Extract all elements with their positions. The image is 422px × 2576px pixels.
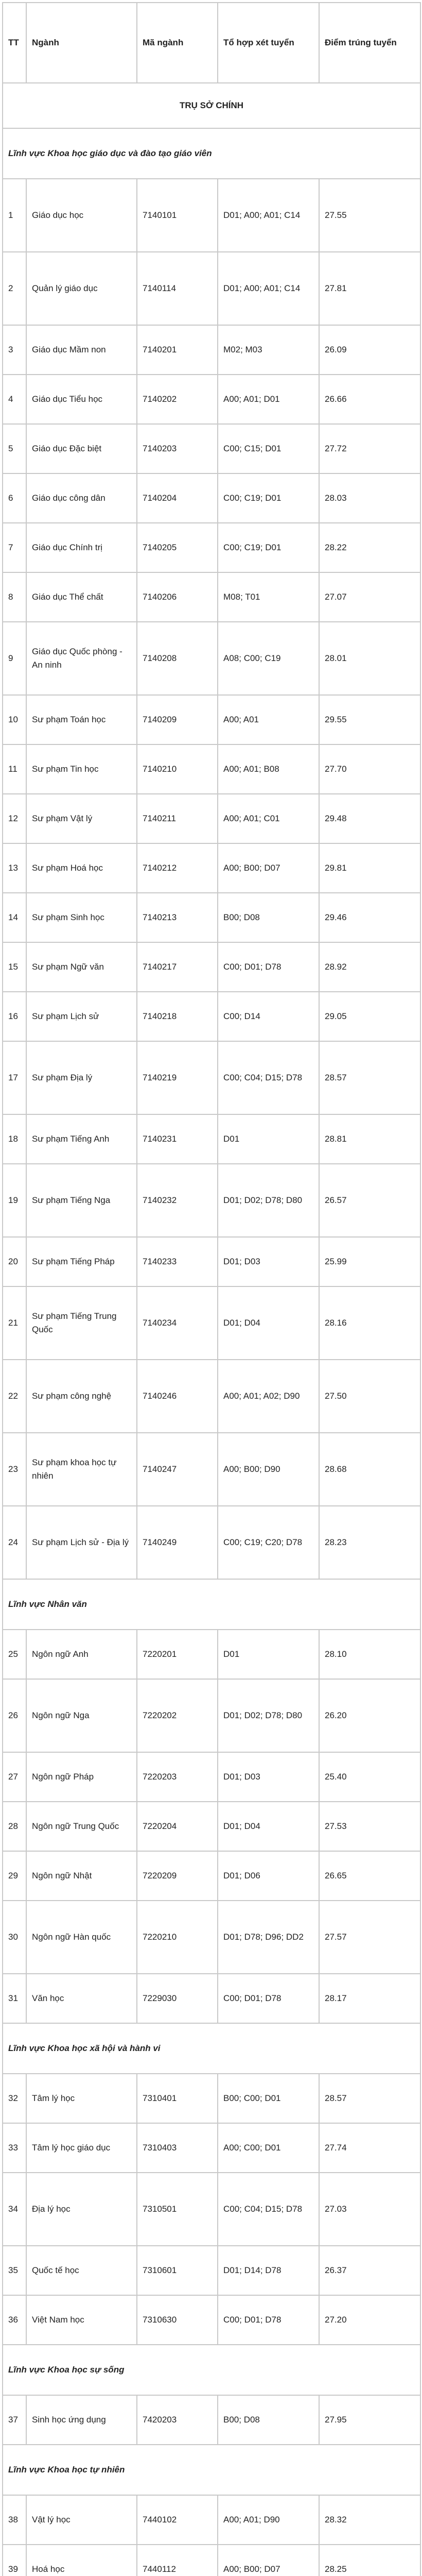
cell-tt: 34 bbox=[3, 2173, 26, 2246]
cell-ma-nganh: 7140202 bbox=[137, 375, 218, 424]
header-diem: Điểm trúng tuyển bbox=[319, 3, 420, 83]
field-row bbox=[3, 2445, 420, 2495]
cell-nganh: Tâm lý học giáo dục bbox=[26, 2123, 137, 2173]
cell-nganh: Sư phạm Ngữ văn bbox=[26, 942, 137, 992]
cell-nganh: Tâm lý học bbox=[26, 2074, 137, 2123]
cell-ma-nganh: 7140232 bbox=[137, 1164, 218, 1237]
cell-nganh: Ngôn ngữ Pháp bbox=[26, 1752, 137, 1802]
cell-nganh: Việt Nam học bbox=[26, 2295, 137, 2345]
cell-tt: 2 bbox=[3, 252, 26, 325]
cell-ma-nganh: 7140205 bbox=[137, 523, 218, 572]
cell-nganh: Ngôn ngữ Nhật bbox=[26, 1851, 137, 1901]
cell-to-hop: B00; C00; D01 bbox=[218, 2074, 319, 2123]
cell-nganh: Sư phạm Địa lý bbox=[26, 1041, 137, 1114]
table-row bbox=[3, 1901, 420, 1974]
cell-ma-nganh: 7140209 bbox=[137, 695, 218, 744]
cell-nganh: Sư phạm Vật lý bbox=[26, 794, 137, 843]
cell-diem: 28.57 bbox=[319, 1041, 420, 1114]
cell-diem: 26.57 bbox=[319, 1164, 420, 1237]
table-row bbox=[3, 1974, 420, 2023]
cell-to-hop: D01; A00; A01; C14 bbox=[218, 252, 319, 325]
cell-ma-nganh: 7310403 bbox=[137, 2123, 218, 2173]
cell-to-hop: A00; B00; D07 bbox=[218, 843, 319, 893]
cell-nganh: Vật lý học bbox=[26, 2495, 137, 2545]
cell-diem: 26.09 bbox=[319, 325, 420, 375]
cell-ma-nganh: 7140219 bbox=[137, 1041, 218, 1114]
cell-tt: 5 bbox=[3, 424, 26, 473]
cell-nganh: Ngôn ngữ Trung Quốc bbox=[26, 1802, 137, 1851]
cell-nganh: Giáo dục học bbox=[26, 179, 137, 252]
cell-nganh: Địa lý học bbox=[26, 2173, 137, 2246]
cell-to-hop: A00; A01; D90 bbox=[218, 2495, 319, 2545]
cell-to-hop: C00; C19; C20; D78 bbox=[218, 1506, 319, 1579]
cell-nganh: Quản lý giáo dục bbox=[26, 252, 137, 325]
cell-to-hop: A00; B00; D07 bbox=[218, 2545, 319, 2576]
cell-tt: 16 bbox=[3, 992, 26, 1041]
cell-tt: 3 bbox=[3, 325, 26, 375]
cell-to-hop: D01; D03 bbox=[218, 1237, 319, 1286]
cell-ma-nganh: 7140101 bbox=[137, 179, 218, 252]
cell-tt: 10 bbox=[3, 695, 26, 744]
table-row bbox=[3, 1630, 420, 1679]
table-row bbox=[3, 1433, 420, 1506]
table-row bbox=[3, 2545, 420, 2576]
cell-tt: 28 bbox=[3, 1802, 26, 1851]
cell-tt: 13 bbox=[3, 843, 26, 893]
table-row bbox=[3, 2123, 420, 2173]
cell-diem: 28.25 bbox=[319, 2545, 420, 2576]
table-row bbox=[3, 523, 420, 572]
table-row bbox=[3, 325, 420, 375]
cell-tt: 1 bbox=[3, 179, 26, 252]
cell-diem: 28.57 bbox=[319, 2074, 420, 2123]
cell-tt: 22 bbox=[3, 1360, 26, 1433]
cell-diem: 28.92 bbox=[319, 942, 420, 992]
cell-nganh: Giáo dục Chính trị bbox=[26, 523, 137, 572]
cell-to-hop: D01 bbox=[218, 1630, 319, 1679]
field-title: Lĩnh vực Nhân văn bbox=[3, 1579, 420, 1630]
cell-tt: 14 bbox=[3, 893, 26, 942]
cell-to-hop: C00; D14 bbox=[218, 992, 319, 1041]
cell-tt: 17 bbox=[3, 1041, 26, 1114]
cell-tt: 20 bbox=[3, 1237, 26, 1286]
cell-ma-nganh: 7140247 bbox=[137, 1433, 218, 1506]
cell-tt: 32 bbox=[3, 2074, 26, 2123]
table-row bbox=[3, 252, 420, 325]
table-row bbox=[3, 1237, 420, 1286]
cell-to-hop: A00; A01; C01 bbox=[218, 794, 319, 843]
cell-ma-nganh: 7140201 bbox=[137, 325, 218, 375]
cell-nganh: Sư phạm Tiếng Pháp bbox=[26, 1237, 137, 1286]
cell-to-hop: D01; D03 bbox=[218, 1752, 319, 1802]
cell-tt: 29 bbox=[3, 1851, 26, 1901]
header-ma-nganh: Mã ngành bbox=[137, 3, 218, 83]
cell-to-hop: B00; D08 bbox=[218, 893, 319, 942]
cell-to-hop: D01; A00; A01; C14 bbox=[218, 179, 319, 252]
header-tt: TT bbox=[3, 3, 26, 83]
cell-nganh: Sư phạm Hoá học bbox=[26, 843, 137, 893]
cell-diem: 27.95 bbox=[319, 2395, 420, 2445]
table-row bbox=[3, 744, 420, 794]
table-row bbox=[3, 1752, 420, 1802]
cell-tt: 6 bbox=[3, 473, 26, 523]
field-row bbox=[3, 128, 420, 179]
cell-ma-nganh: 7140231 bbox=[137, 1114, 218, 1164]
cell-nganh: Văn học bbox=[26, 1974, 137, 2023]
cell-ma-nganh: 7310501 bbox=[137, 2173, 218, 2246]
table-row bbox=[3, 2173, 420, 2246]
cell-tt: 21 bbox=[3, 1286, 26, 1360]
cell-tt: 36 bbox=[3, 2295, 26, 2345]
cell-nganh: Sư phạm Tiếng Nga bbox=[26, 1164, 137, 1237]
cell-diem: 28.23 bbox=[319, 1506, 420, 1579]
cell-ma-nganh: 7140234 bbox=[137, 1286, 218, 1360]
cell-tt: 19 bbox=[3, 1164, 26, 1237]
cell-to-hop: C00; C04; D15; D78 bbox=[218, 2173, 319, 2246]
cell-diem: 26.65 bbox=[319, 1851, 420, 1901]
cell-diem: 29.05 bbox=[319, 992, 420, 1041]
cell-nganh: Sư phạm Lịch sử - Địa lý bbox=[26, 1506, 137, 1579]
cell-ma-nganh: 7140114 bbox=[137, 252, 218, 325]
cell-diem: 27.81 bbox=[319, 252, 420, 325]
cell-nganh: Sư phạm Lịch sử bbox=[26, 992, 137, 1041]
cell-ma-nganh: 7140203 bbox=[137, 424, 218, 473]
table-row bbox=[3, 2074, 420, 2123]
cell-diem: 28.10 bbox=[319, 1630, 420, 1679]
cell-ma-nganh: 7140211 bbox=[137, 794, 218, 843]
table-row bbox=[3, 942, 420, 992]
cell-tt: 35 bbox=[3, 2246, 26, 2295]
cell-tt: 26 bbox=[3, 1679, 26, 1752]
section-title: TRỤ SỞ CHÍNH bbox=[3, 83, 420, 128]
cell-to-hop: C00; C19; D01 bbox=[218, 473, 319, 523]
cell-ma-nganh: 7220202 bbox=[137, 1679, 218, 1752]
cell-ma-nganh: 7140212 bbox=[137, 843, 218, 893]
cell-tt: 27 bbox=[3, 1752, 26, 1802]
table-row bbox=[3, 2246, 420, 2295]
table-row bbox=[3, 622, 420, 695]
table-row bbox=[3, 794, 420, 843]
cell-diem: 28.17 bbox=[319, 1974, 420, 2023]
cell-diem: 26.66 bbox=[319, 375, 420, 424]
header-nganh: Ngành bbox=[26, 3, 137, 83]
cell-to-hop: A00; A01; B08 bbox=[218, 744, 319, 794]
cell-tt: 4 bbox=[3, 375, 26, 424]
table-row bbox=[3, 2295, 420, 2345]
cell-nganh: Sư phạm Tiếng Trung Quốc bbox=[26, 1286, 137, 1360]
cell-tt: 9 bbox=[3, 622, 26, 695]
cell-diem: 29.48 bbox=[319, 794, 420, 843]
table-row bbox=[3, 1360, 420, 1433]
cell-to-hop: D01; D14; D78 bbox=[218, 2246, 319, 2295]
field-row bbox=[3, 1579, 420, 1630]
cell-nganh: Sư phạm Toán học bbox=[26, 695, 137, 744]
cell-ma-nganh: 7140218 bbox=[137, 992, 218, 1041]
cell-tt: 39 bbox=[3, 2545, 26, 2576]
section-row bbox=[3, 83, 420, 128]
cell-diem: 29.81 bbox=[319, 843, 420, 893]
cell-diem: 27.53 bbox=[319, 1802, 420, 1851]
cell-diem: 26.37 bbox=[319, 2246, 420, 2295]
cell-tt: 18 bbox=[3, 1114, 26, 1164]
field-title: Lĩnh vực Khoa học tự nhiên bbox=[3, 2445, 420, 2495]
cell-to-hop: A00; A01; A02; D90 bbox=[218, 1360, 319, 1433]
field-title: Lĩnh vực Khoa học giáo dục và đào tạo giáo viên bbox=[3, 128, 420, 179]
table-row bbox=[3, 179, 420, 252]
cell-to-hop: C00; D01; D78 bbox=[218, 942, 319, 992]
cell-diem: 27.20 bbox=[319, 2295, 420, 2345]
cell-to-hop: C00; D01; D78 bbox=[218, 2295, 319, 2345]
cell-diem: 27.55 bbox=[319, 179, 420, 252]
table-row bbox=[3, 695, 420, 744]
cell-nganh: Sư phạm Sinh học bbox=[26, 893, 137, 942]
cell-to-hop: D01; D04 bbox=[218, 1286, 319, 1360]
cell-ma-nganh: 7220209 bbox=[137, 1851, 218, 1901]
cell-ma-nganh: 7229030 bbox=[137, 1974, 218, 2023]
cell-to-hop: A00; C00; D01 bbox=[218, 2123, 319, 2173]
field-row bbox=[3, 2023, 420, 2074]
cell-to-hop: C00; D01; D78 bbox=[218, 1974, 319, 2023]
cell-to-hop: D01; D02; D78; D80 bbox=[218, 1679, 319, 1752]
table-row bbox=[3, 1164, 420, 1237]
header-row bbox=[3, 3, 420, 83]
cell-to-hop: A08; C00; C19 bbox=[218, 622, 319, 695]
cell-diem: 27.72 bbox=[319, 424, 420, 473]
cell-ma-nganh: 7140208 bbox=[137, 622, 218, 695]
cell-diem: 29.55 bbox=[319, 695, 420, 744]
cell-ma-nganh: 7220204 bbox=[137, 1802, 218, 1851]
table-row bbox=[3, 572, 420, 622]
cell-to-hop: B00; D08 bbox=[218, 2395, 319, 2445]
field-title: Lĩnh vực Khoa học sự sống bbox=[3, 2345, 420, 2395]
cell-tt: 31 bbox=[3, 1974, 26, 2023]
table-row bbox=[3, 1114, 420, 1164]
cell-nganh: Sư phạm Tiếng Anh bbox=[26, 1114, 137, 1164]
table-row bbox=[3, 1041, 420, 1114]
cell-nganh: Hoá học bbox=[26, 2545, 137, 2576]
cell-diem: 28.81 bbox=[319, 1114, 420, 1164]
cell-nganh: Ngôn ngữ Anh bbox=[26, 1630, 137, 1679]
table-row bbox=[3, 1679, 420, 1752]
cell-ma-nganh: 7140233 bbox=[137, 1237, 218, 1286]
cell-nganh: Sinh học ứng dụng bbox=[26, 2395, 137, 2445]
cell-tt: 23 bbox=[3, 1433, 26, 1506]
cell-nganh: Quốc tế học bbox=[26, 2246, 137, 2295]
table-row bbox=[3, 2495, 420, 2545]
table-row bbox=[3, 992, 420, 1041]
cell-nganh: Sư phạm công nghệ bbox=[26, 1360, 137, 1433]
cell-ma-nganh: 7310401 bbox=[137, 2074, 218, 2123]
cell-diem: 25.40 bbox=[319, 1752, 420, 1802]
cell-ma-nganh: 7140210 bbox=[137, 744, 218, 794]
cell-nganh: Giáo dục Tiểu học bbox=[26, 375, 137, 424]
cell-tt: 7 bbox=[3, 523, 26, 572]
cell-diem: 27.70 bbox=[319, 744, 420, 794]
cell-diem: 27.07 bbox=[319, 572, 420, 622]
cell-nganh: Ngôn ngữ Hàn quốc bbox=[26, 1901, 137, 1974]
cell-to-hop: D01; D78; D96; DD2 bbox=[218, 1901, 319, 1974]
cell-to-hop: D01; D04 bbox=[218, 1802, 319, 1851]
cell-nganh: Giáo dục Mầm non bbox=[26, 325, 137, 375]
table-row bbox=[3, 1851, 420, 1901]
cell-tt: 33 bbox=[3, 2123, 26, 2173]
header-to-hop: Tổ hợp xét tuyển bbox=[218, 3, 319, 83]
cell-to-hop: M08; T01 bbox=[218, 572, 319, 622]
table-row bbox=[3, 893, 420, 942]
cell-diem: 27.74 bbox=[319, 2123, 420, 2173]
cell-to-hop: C00; C19; D01 bbox=[218, 523, 319, 572]
cell-tt: 15 bbox=[3, 942, 26, 992]
cell-nganh: Sư phạm khoa học tự nhiên bbox=[26, 1433, 137, 1506]
cell-tt: 30 bbox=[3, 1901, 26, 1974]
field-row bbox=[3, 2345, 420, 2395]
cell-to-hop: A00; A01 bbox=[218, 695, 319, 744]
cell-ma-nganh: 7220201 bbox=[137, 1630, 218, 1679]
cell-diem: 27.57 bbox=[319, 1901, 420, 1974]
cell-ma-nganh: 7140213 bbox=[137, 893, 218, 942]
cell-nganh: Sư phạm Tin học bbox=[26, 744, 137, 794]
table-row bbox=[3, 375, 420, 424]
cell-tt: 24 bbox=[3, 1506, 26, 1579]
cell-to-hop: D01; D06 bbox=[218, 1851, 319, 1901]
cell-ma-nganh: 7310601 bbox=[137, 2246, 218, 2295]
cell-diem: 29.46 bbox=[319, 893, 420, 942]
cell-ma-nganh: 7140217 bbox=[137, 942, 218, 992]
cell-to-hop: M02; M03 bbox=[218, 325, 319, 375]
table-row bbox=[3, 424, 420, 473]
cell-diem: 28.68 bbox=[319, 1433, 420, 1506]
cell-diem: 27.03 bbox=[319, 2173, 420, 2246]
cell-ma-nganh: 7140249 bbox=[137, 1506, 218, 1579]
cell-ma-nganh: 7310630 bbox=[137, 2295, 218, 2345]
cell-diem: 28.32 bbox=[319, 2495, 420, 2545]
cell-diem: 28.03 bbox=[319, 473, 420, 523]
cell-to-hop: A00; B00; D90 bbox=[218, 1433, 319, 1506]
cell-diem: 28.01 bbox=[319, 622, 420, 695]
cell-tt: 25 bbox=[3, 1630, 26, 1679]
table-row bbox=[3, 1506, 420, 1579]
table-row bbox=[3, 1802, 420, 1851]
cell-ma-nganh: 7220203 bbox=[137, 1752, 218, 1802]
cell-to-hop: C00; C15; D01 bbox=[218, 424, 319, 473]
cell-ma-nganh: 7440102 bbox=[137, 2495, 218, 2545]
cell-diem: 25.99 bbox=[319, 1237, 420, 1286]
cell-ma-nganh: 7140206 bbox=[137, 572, 218, 622]
cell-ma-nganh: 7140204 bbox=[137, 473, 218, 523]
field-title: Lĩnh vực Khoa học xã hội và hành vi bbox=[3, 2023, 420, 2074]
table-row bbox=[3, 473, 420, 523]
cell-nganh: Giáo dục Thể chất bbox=[26, 572, 137, 622]
table-row bbox=[3, 2395, 420, 2445]
cell-tt: 8 bbox=[3, 572, 26, 622]
cell-ma-nganh: 7140246 bbox=[137, 1360, 218, 1433]
cell-diem: 28.16 bbox=[319, 1286, 420, 1360]
cell-nganh: Giáo dục Quốc phòng - An ninh bbox=[26, 622, 137, 695]
cell-to-hop: A00; A01; D01 bbox=[218, 375, 319, 424]
cell-ma-nganh: 7440112 bbox=[137, 2545, 218, 2576]
cell-to-hop: C00; C04; D15; D78 bbox=[218, 1041, 319, 1114]
table-body bbox=[3, 83, 420, 2576]
admission-scores-table bbox=[2, 2, 421, 2576]
cell-to-hop: D01 bbox=[218, 1114, 319, 1164]
cell-diem: 27.50 bbox=[319, 1360, 420, 1433]
cell-ma-nganh: 7220210 bbox=[137, 1901, 218, 1974]
cell-tt: 11 bbox=[3, 744, 26, 794]
cell-tt: 38 bbox=[3, 2495, 26, 2545]
cell-diem: 28.22 bbox=[319, 523, 420, 572]
cell-ma-nganh: 7420203 bbox=[137, 2395, 218, 2445]
cell-diem: 26.20 bbox=[319, 1679, 420, 1752]
cell-tt: 12 bbox=[3, 794, 26, 843]
cell-to-hop: D01; D02; D78; D80 bbox=[218, 1164, 319, 1237]
table-row bbox=[3, 1286, 420, 1360]
cell-nganh: Ngôn ngữ Nga bbox=[26, 1679, 137, 1752]
cell-nganh: Giáo dục công dân bbox=[26, 473, 137, 523]
cell-tt: 37 bbox=[3, 2395, 26, 2445]
table-row bbox=[3, 843, 420, 893]
cell-nganh: Giáo dục Đặc biệt bbox=[26, 424, 137, 473]
